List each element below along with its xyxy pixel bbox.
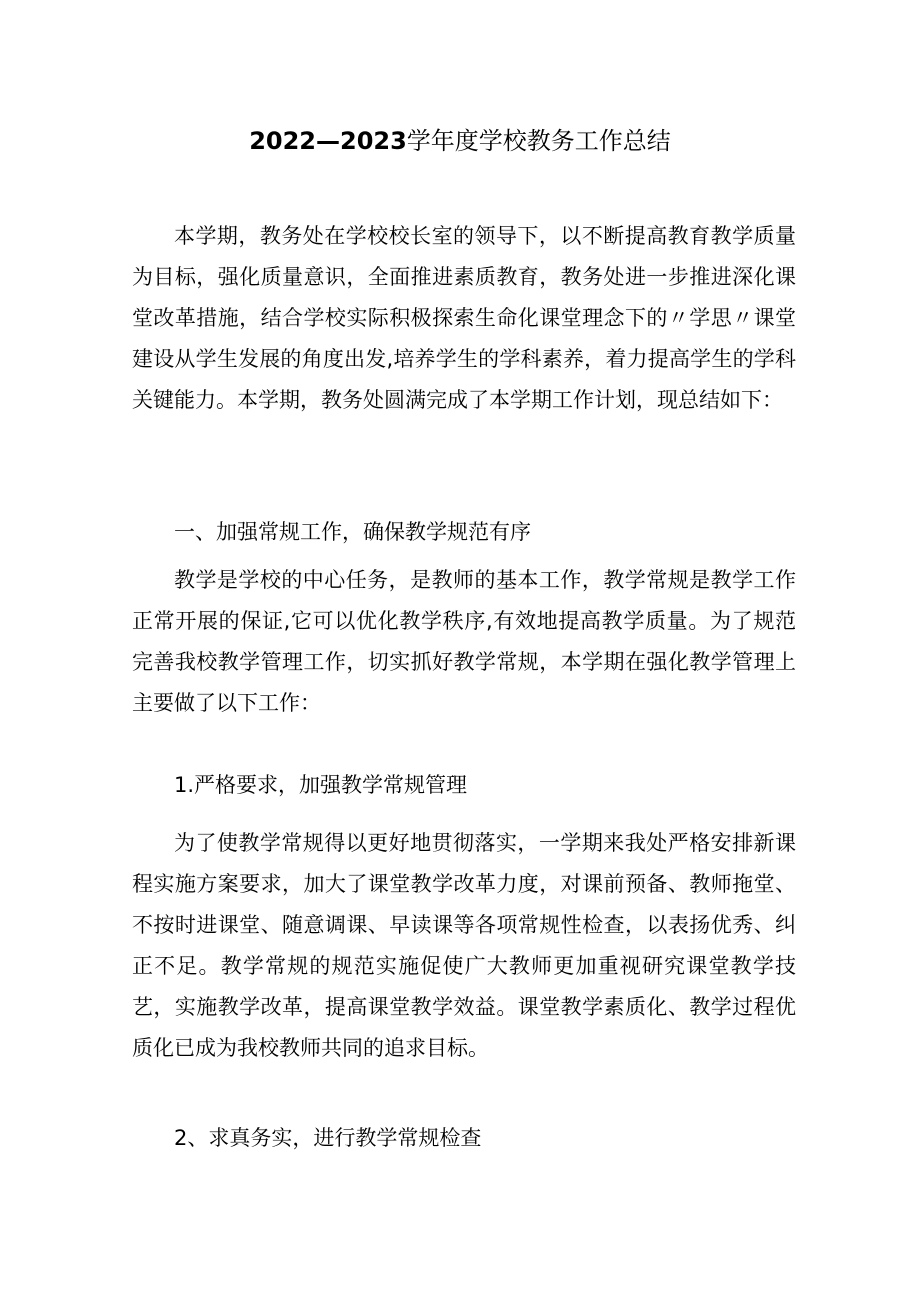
title-year: 2022—2023 xyxy=(249,127,407,155)
document-title xyxy=(0,124,920,158)
subsection-heading-2: 2、求真务实，进行教学常规检查 xyxy=(174,1126,482,1150)
subsection-heading-1: 1.严格要求，加强教学常规管理 xyxy=(174,773,468,797)
section-heading-1: 一、加强常规工作，确保教学规范有序 xyxy=(174,520,531,544)
subsection-1-paragraph: 为了使教学常规得以更好地贯彻落实，一学期来我处严格安排新课程实施方案要求，加大了课堂教学改革力度，对课前预备、教师拖堂、不按时进课堂、随意调课、早读课等各项常规性检查，以表扬优秀、纠正不足。教学常规的规范实施促使广大教师更加重视研究课堂教学技艺，实施教学改革，提高课堂教学效益。课堂教学素质化、教学过程优质化已成为我校教师共同的追求目标。 xyxy=(132,831,796,1060)
title-text: 学年度学校教务工作总结 xyxy=(406,127,671,155)
intro-paragraph: 本学期，教务处在学校校长室的领导下，以不断提高教育教学质量为目标，强化质量意识，全面推进素质教育，教务处进一步推进深化课堂改革措施，结合学校实际积极探索生命化课堂理念下的〃学思〃课堂建设从学生发展的角度出发,培养学生的学科素养，着力提高学生的学科关键能力。本学期，教务处圆满完成了本学期工作计划，现总结如下： xyxy=(132,224,796,412)
section-1-paragraph: 教学是学校的中心任务，是教师的基本工作，教学常规是教学工作正常开展的保证,它可以优化教学秩序,有效地提高教学质量。为了规范完善我校教学管理工作，切实抓好教学常规，本学期在强化教学管理上主要做了以下工作： xyxy=(132,568,796,715)
